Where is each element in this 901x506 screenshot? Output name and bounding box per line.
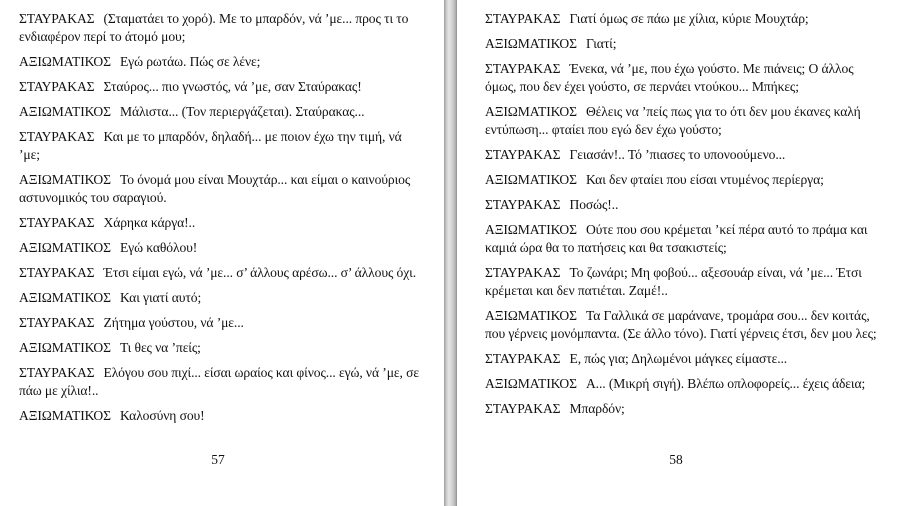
speaker-name: ΣΤΑΥΡΑΚΑΣ bbox=[485, 351, 561, 366]
right-page bbox=[457, 0, 901, 506]
speaker-name: ΣΤΑΥΡΑΚΑΣ bbox=[485, 401, 561, 416]
dialogue-text: Εγώ ρωτάω. Πώς σε λένε; bbox=[119, 54, 261, 69]
dialogue-text: Ελόγου σου πιχί... είσαι ωραίος και φίνος... εγώ, νά ’με, σε πάω με χίλια!.. bbox=[19, 365, 419, 398]
speaker-name: ΑΞΙΩΜΑΤΙΚΟΣ bbox=[485, 376, 577, 391]
dialogue-line bbox=[19, 103, 424, 121]
dialogue-line bbox=[485, 264, 883, 300]
dialogue-text: Έτσι είμαι εγώ, νά ’με... σ’ άλλους αρέσω... σ’ άλλους όχι. bbox=[103, 265, 417, 280]
speaker-name: ΑΞΙΩΜΑΤΙΚΟΣ bbox=[19, 172, 111, 187]
dialogue-text: Και με το μπαρδόν, δηλαδή... με ποιον έχω την τιμή, νά ’με; bbox=[19, 129, 402, 162]
speaker-name: ΣΤΑΥΡΑΚΑΣ bbox=[485, 197, 561, 212]
dialogue-line bbox=[485, 221, 883, 257]
dialogue-text: Γιατί όμως σε πάω με χίλια, κύριε Μουχτάρ; bbox=[569, 11, 809, 26]
dialogue-text: Χάρηκα κάργα!.. bbox=[103, 215, 196, 230]
dialogue-line bbox=[19, 339, 424, 357]
left-page-text bbox=[19, 10, 424, 425]
dialogue-line bbox=[485, 103, 883, 139]
speaker-name: ΑΞΙΩΜΑΤΙΚΟΣ bbox=[19, 104, 111, 119]
dialogue-line bbox=[19, 78, 424, 96]
speaker-name: ΑΞΙΩΜΑΤΙΚΟΣ bbox=[485, 172, 577, 187]
dialogue-text: Τι θες να ’πείς; bbox=[119, 340, 201, 355]
dialogue-line bbox=[485, 400, 883, 418]
speaker-name: ΣΤΑΥΡΑΚΑΣ bbox=[19, 315, 95, 330]
speaker-name: ΣΤΑΥΡΑΚΑΣ bbox=[19, 265, 95, 280]
dialogue-text: Ούτε που σου κρέμεται ’κεί πέρα αυτό το πράμα και καμιά ώρα θα το πατήσεις και θα τσακιστείς; bbox=[485, 222, 868, 255]
dialogue-line bbox=[19, 171, 424, 207]
page-number: 57 bbox=[211, 452, 225, 467]
speaker-name: ΣΤΑΥΡΑΚΑΣ bbox=[485, 265, 561, 280]
speaker-name: ΑΞΙΩΜΑΤΙΚΟΣ bbox=[485, 308, 577, 323]
dialogue-line bbox=[485, 60, 883, 96]
dialogue-text: Το όνομά μου είναι Μουχτάρ... και είμαι ο καινούριος αστυνομικός του σαραγιού. bbox=[19, 172, 411, 205]
dialogue-text: Ε, πώς για; Δηλωμένοι μάγκες είμαστε... bbox=[569, 351, 788, 366]
dialogue-text: Α... (Μικρή σιγή). Βλέπω οπλοφορείς... έχεις άδεια; bbox=[585, 376, 866, 391]
speaker-name: ΣΤΑΥΡΑΚΑΣ bbox=[485, 147, 561, 162]
dialogue-text: (Σταματάει το χορό). Με το μπαρδόν, νά ’με... προς τι το ενδιαφέρον περί το άτομό μου; bbox=[19, 11, 409, 44]
dialogue-line bbox=[485, 171, 883, 189]
dialogue-line bbox=[485, 350, 883, 368]
dialogue-text: Και γιατί αυτό; bbox=[119, 290, 202, 305]
dialogue-text: Το ζωνάρι; Μη φοβού... αξεσουάρ είναι, νά ’με... Έτσι κρέμεται και δεν πατιέται. Ζαμέ!.. bbox=[485, 265, 862, 298]
page-number: 58 bbox=[669, 452, 683, 467]
dialogue-text: Γειασάν!.. Τό ’πιασες το υπονοούμενο... bbox=[569, 147, 786, 162]
dialogue-text: Θέλεις να ’πείς πως για το ότι δεν μου έκανες καλή εντύπωση... φταίει που εγώ δεν έχω γούστο; bbox=[485, 104, 861, 137]
speaker-name: ΑΞΙΩΜΑΤΙΚΟΣ bbox=[19, 240, 111, 255]
speaker-name: ΑΞΙΩΜΑΤΙΚΟΣ bbox=[19, 54, 111, 69]
dialogue-line bbox=[485, 10, 883, 28]
speaker-name: ΣΤΑΥΡΑΚΑΣ bbox=[485, 61, 561, 76]
dialogue-line bbox=[485, 196, 883, 214]
dialogue-line bbox=[19, 364, 424, 400]
dialogue-text: Ποσώς!.. bbox=[569, 197, 619, 212]
dialogue-text: Μάλιστα... (Τον περιεργάζεται). Σταύρακας... bbox=[119, 104, 365, 119]
left-page bbox=[0, 0, 444, 506]
dialogue-text: Ένεκα, νά ’με, που έχω γούστο. Με πιάνεις; Ο άλλος όμως, που δεν έχει γούστο, σε περνάει ντούκου... Μπήκες; bbox=[485, 61, 854, 94]
book-gutter bbox=[444, 0, 457, 506]
dialogue-line bbox=[485, 307, 883, 343]
dialogue-text: Σταύρος... πιο γνωστός, νά ’με, σαν Σταύρακας! bbox=[103, 79, 362, 94]
speaker-name: ΑΞΙΩΜΑΤΙΚΟΣ bbox=[485, 36, 577, 51]
dialogue-line bbox=[485, 375, 883, 393]
dialogue-line bbox=[19, 53, 424, 71]
speaker-name: ΣΤΑΥΡΑΚΑΣ bbox=[19, 129, 95, 144]
speaker-name: ΑΞΙΩΜΑΤΙΚΟΣ bbox=[485, 104, 577, 119]
dialogue-line bbox=[19, 10, 424, 46]
dialogue-line bbox=[19, 264, 424, 282]
dialogue-text: Καλοσύνη σου! bbox=[119, 408, 205, 423]
speaker-name: ΑΞΙΩΜΑΤΙΚΟΣ bbox=[19, 340, 111, 355]
dialogue-line bbox=[19, 239, 424, 257]
dialogue-text: Τα Γαλλικά σε μαράνανε, τρομάρα σου... δεν κοιτάς, που γέρνεις μονόμπαντα. (Σε άλλο τόνο). Γιατί γέρνεις έτσι, δεν μου λες; bbox=[485, 308, 877, 341]
right-page-text bbox=[485, 10, 883, 418]
speaker-name: ΑΞΙΩΜΑΤΙΚΟΣ bbox=[485, 222, 577, 237]
speaker-name: ΣΤΑΥΡΑΚΑΣ bbox=[19, 365, 95, 380]
speaker-name: ΣΤΑΥΡΑΚΑΣ bbox=[485, 11, 561, 26]
dialogue-line bbox=[19, 128, 424, 164]
speaker-name: ΣΤΑΥΡΑΚΑΣ bbox=[19, 11, 95, 26]
speaker-name: ΑΞΙΩΜΑΤΙΚΟΣ bbox=[19, 408, 111, 423]
dialogue-line bbox=[19, 289, 424, 307]
dialogue-text: Μπαρδόν; bbox=[569, 401, 625, 416]
dialogue-text: Γιατί; bbox=[585, 36, 617, 51]
dialogue-line bbox=[19, 407, 424, 425]
dialogue-line bbox=[485, 146, 883, 164]
dialogue-text: Εγώ καθόλου! bbox=[119, 240, 198, 255]
dialogue-text: Ζήτημα γούστου, νά ’με... bbox=[103, 315, 244, 330]
speaker-name: ΣΤΑΥΡΑΚΑΣ bbox=[19, 79, 95, 94]
dialogue-line bbox=[19, 214, 424, 232]
dialogue-line bbox=[19, 314, 424, 332]
dialogue-line bbox=[485, 35, 883, 53]
speaker-name: ΣΤΑΥΡΑΚΑΣ bbox=[19, 215, 95, 230]
dialogue-text: Και δεν φταίει που είσαι ντυμένος περίεργα; bbox=[585, 172, 824, 187]
speaker-name: ΑΞΙΩΜΑΤΙΚΟΣ bbox=[19, 290, 111, 305]
